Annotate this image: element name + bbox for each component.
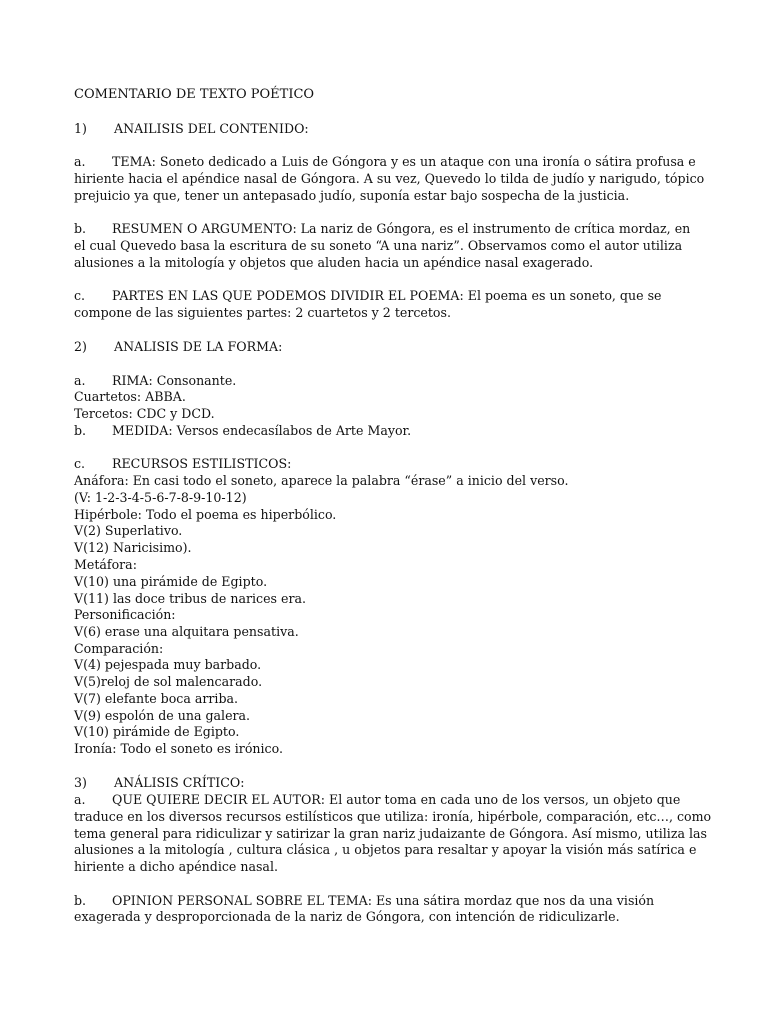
- section-2-heading: [74, 338, 282, 355]
- s1-b-line-1: [74, 220, 690, 237]
- section-3-heading: [74, 774, 244, 791]
- resource-line-12: V(4) pejespada muy barbado.: [74, 657, 262, 672]
- s3-a-line-5: hiriente a dicho apéndice nasal.: [74, 859, 278, 874]
- resource-line-6: Metáfora:: [74, 557, 137, 572]
- s2-c-title: RECURSOS ESTILISTICOS:: [112, 456, 292, 471]
- s2-c-heading: [74, 455, 291, 472]
- s3-b-line-1: [74, 892, 654, 909]
- section-3-title: ANÁLISIS CRÍTICO:: [114, 775, 245, 790]
- s2-a-line-2: Cuartetos: ABBA.: [74, 389, 186, 404]
- s1-a-line-3: prejuicio ya que, tener un antepasado judío, suponía estar bajo sospecha de la justicia.: [74, 188, 630, 203]
- resource-line-17: Ironía: Todo el soneto es irónico.: [74, 741, 283, 756]
- resource-line-8: V(11) las doce tribus de narices era.: [74, 591, 306, 606]
- s1-b-letter: b.: [74, 221, 87, 236]
- s1-c-text-1: PARTES EN LAS QUE PODEMOS DIVIDIR EL POEMA: El poema es un soneto, que se: [112, 288, 662, 303]
- section-1-heading: [74, 120, 309, 137]
- resource-line-2: (V: 1-2-3-4-5-6-7-8-9-10-12): [74, 490, 247, 505]
- s2-b-letter: b.: [74, 423, 87, 438]
- section-2-title: ANALISIS DE LA FORMA:: [114, 339, 283, 354]
- s2-b-text-1: MEDIDA: Versos endecasílabos de Arte Mayor.: [112, 423, 412, 438]
- s1-a-line-2: hiriente hacia el apéndice nasal de Góngora. A su vez, Quevedo lo tilda de judío y narigudo, tópico: [74, 171, 705, 186]
- resource-line-13: V(5)reloj de sol malencarado.: [74, 674, 263, 689]
- s1-c-line-2: compone de las siguientes partes: 2 cuartetos y 2 tercetos.: [74, 305, 451, 320]
- resource-line-7: V(10) una pirámide de Egipto.: [74, 574, 268, 589]
- s3-a-line-2: traduce en los diversos recursos estilísticos que utiliza: ironía, hipérbole, comparación, etc…, como: [74, 809, 712, 824]
- s1-a-text-1: TEMA: Soneto dedicado a Luis de Góngora y es un ataque con una ironía o sátira profusa e: [112, 154, 696, 169]
- section-1-title: ANAILISIS DEL CONTENIDO:: [114, 121, 309, 136]
- s1-c-line-1: [74, 287, 661, 304]
- s1-c-letter: c.: [74, 288, 86, 303]
- section-3-number: 3): [74, 775, 87, 790]
- s3-a-line-4: alusiones a la mitología , cultura clásica , u objetos para resaltar y apoyar la visión más satírica e: [74, 842, 697, 857]
- document-title: COMENTARIO DE TEXTO POÉTICO: [74, 87, 315, 102]
- s3-b-text-1: OPINION PERSONAL SOBRE EL TEMA: Es una sátira mordaz que nos da una visión: [112, 893, 655, 908]
- s1-a-letter: a.: [74, 154, 86, 169]
- s2-c-letter: c.: [74, 456, 86, 471]
- s3-a-line-3: tema general para ridiculizar y satirizar la gran nariz judaizante de Góngora. Así mismo, utiliza las: [74, 826, 707, 841]
- s2-a-line-3: Tercetos: CDC y DCD.: [74, 406, 215, 421]
- s1-a-line-1: [74, 153, 696, 170]
- s3-a-letter: a.: [74, 792, 86, 807]
- s2-b-line-1: [74, 422, 411, 439]
- resource-line-16: V(10) pirámide de Egipto.: [74, 724, 240, 739]
- resource-line-15: V(9) espolón de una galera.: [74, 708, 251, 723]
- resource-line-4: V(2) Superlativo.: [74, 523, 183, 538]
- s3-b-letter: b.: [74, 893, 87, 908]
- s1-b-line-2: el cual Quevedo basa la escritura de su soneto “A una nariz”. Observamos como el autor utiliza: [74, 238, 683, 253]
- s2-a-text-1: RIMA: Consonante.: [112, 373, 237, 388]
- resource-line-10: V(6) erase una alquitara pensativa.: [74, 624, 299, 639]
- resource-line-11: Comparación:: [74, 641, 164, 656]
- section-1-number: 1): [74, 121, 87, 136]
- s3-a-text-1: QUE QUIERE DECIR EL AUTOR: El autor toma en cada uno de los versos, un objeto que: [112, 792, 681, 807]
- resource-line-3: Hipérbole: Todo el poema es hiperbólico.: [74, 507, 337, 522]
- s1-b-text-1: RESUMEN O ARGUMENTO: La nariz de Góngora, es el instrumento de crítica mordaz, en: [112, 221, 691, 236]
- resource-line-5: V(12) Naricisimo).: [74, 540, 192, 555]
- resource-line-14: V(7) elefante boca arriba.: [74, 691, 239, 706]
- s3-b-line-2: exagerada y desproporcionada de la nariz de Góngora, con intención de ridiculizarle.: [74, 909, 620, 924]
- s2-a-line-1: [74, 372, 236, 389]
- resource-line-1: Anáfora: En casi todo el soneto, aparece la palabra “érase” a inicio del verso.: [74, 473, 569, 488]
- s2-a-letter: a.: [74, 373, 86, 388]
- section-2-number: 2): [74, 339, 87, 354]
- resource-line-9: Personificación:: [74, 607, 176, 622]
- s1-b-line-3: alusiones a la mitología y objetos que aluden hacia un apéndice nasal exagerado.: [74, 255, 594, 270]
- s3-a-line-1: [74, 791, 680, 808]
